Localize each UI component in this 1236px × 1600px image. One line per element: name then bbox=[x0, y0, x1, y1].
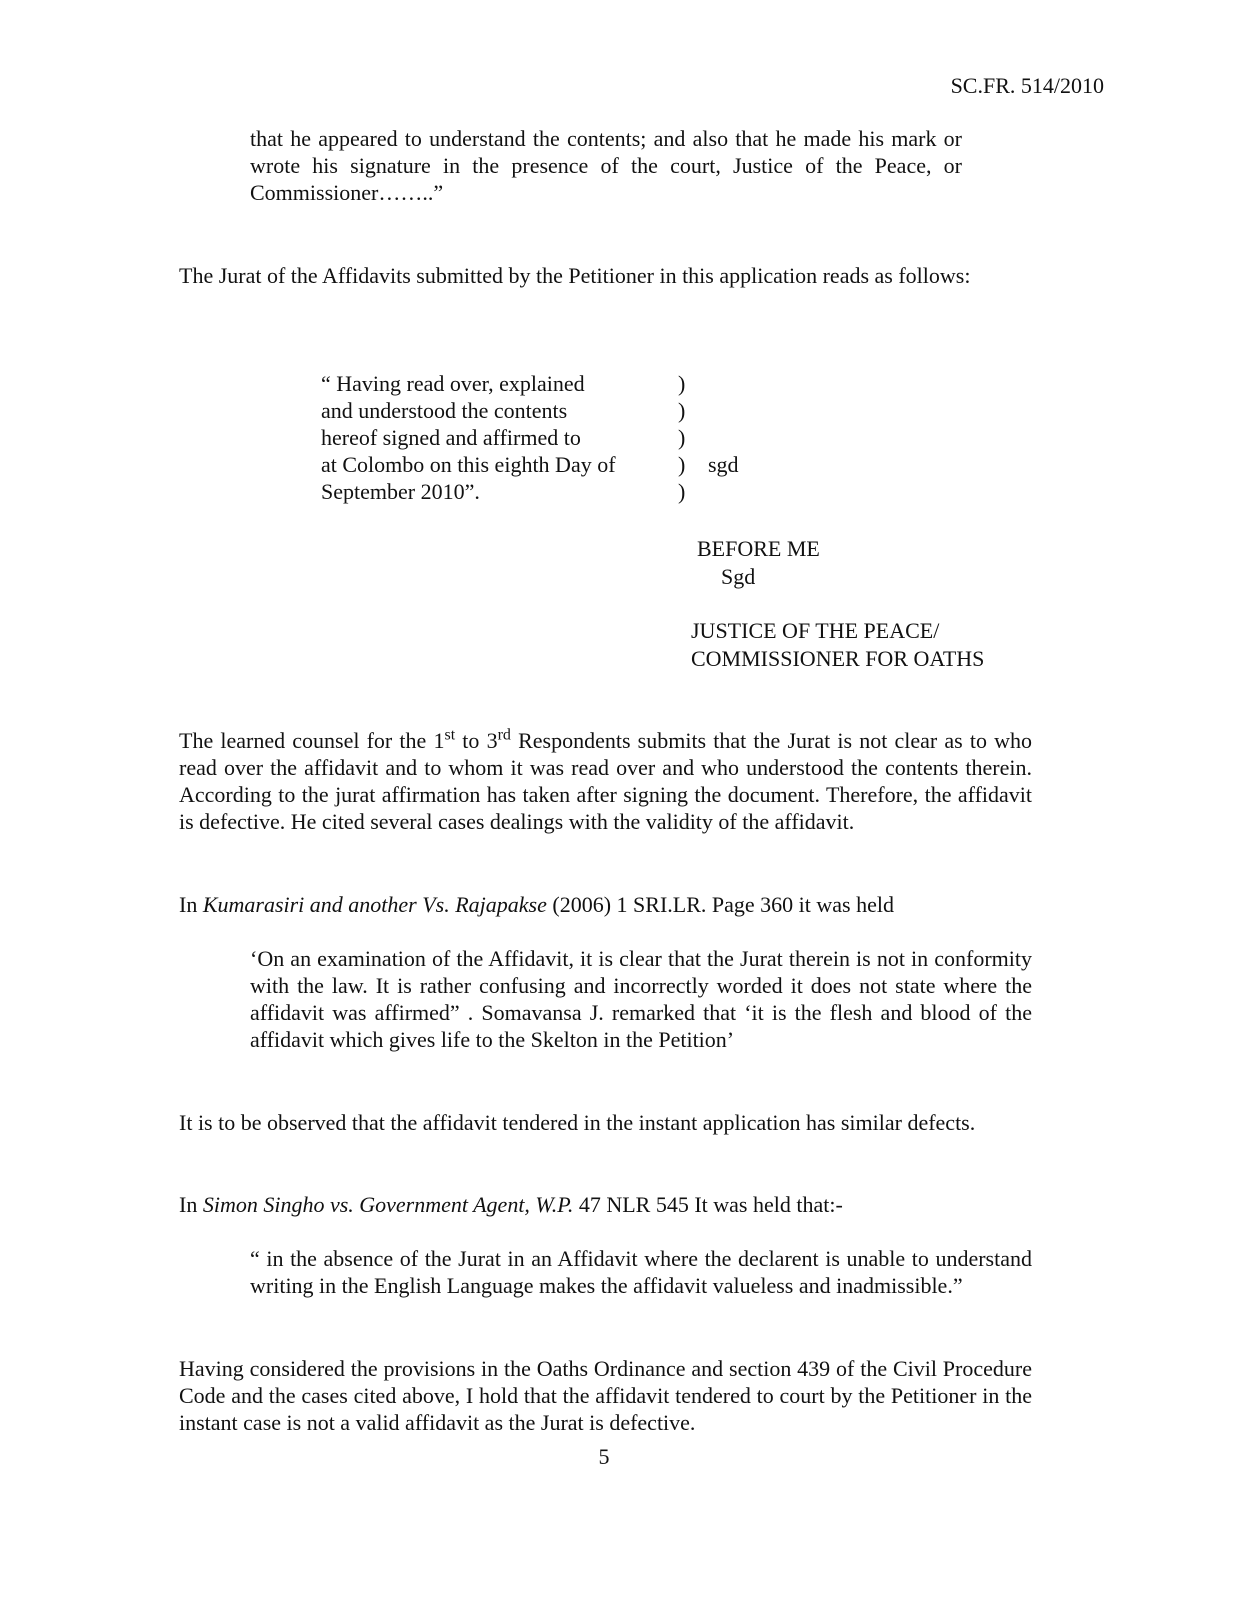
case-name: Simon Singho vs. Government Agent, W.P. bbox=[202, 1192, 574, 1217]
case-quote-kumarasiri: ‘On an examination of the Affidavit, it is clear that the Jurat therein is not in conformity with the law. It is rather confusing and incorrectly worded it does not state where the affidavit was affirmed” . Somavansa J. remarked that ‘it is the flesh and blood of the affidavit which gives life to the Skelton in the Petition’ bbox=[250, 946, 1032, 1052]
before-me: BEFORE ME bbox=[697, 536, 820, 561]
deponent-signature: sgd bbox=[708, 452, 739, 477]
counsel-paragraph: The learned counsel for the 1st to 3rd Respondents submits that the Jurat is not clear as to who read over the affidavit and to whom it was read over and who understood the contents therein. According to the jurat affirmation has taken after signing the document. Therefore, the affidavit is defective. He cited several cases dealings with the validity of the affidavit. bbox=[179, 726, 1033, 834]
officer-title-1: JUSTICE OF THE PEACE/ bbox=[691, 618, 940, 643]
jurat-line: at Colombo on this eighth Day of ) sgd bbox=[321, 452, 739, 477]
intro-paragraph: The Jurat of the Affidavits submitted by the Petitioner in this application reads as follows: bbox=[179, 263, 971, 288]
jurat-block bbox=[321, 370, 781, 505]
jurat-line: September 2010”. ) bbox=[321, 479, 686, 504]
quote-continuation: that he appeared to understand the contents; and also that he made his mark or wrote his signature in the presence of the court, Justice of the Peace, or Commissioner……..” bbox=[250, 126, 962, 205]
case-number: SC.FR. 514/2010 bbox=[950, 73, 1104, 98]
case-name: Kumarasiri and another Vs. Rajapakse bbox=[202, 892, 547, 917]
before-me-signature: Sgd bbox=[721, 564, 756, 589]
case-citation-simon-singho: In Simon Singho vs. Government Agent, W.P. 47 NLR 545 It was held that:- bbox=[179, 1192, 843, 1217]
case-quote-simon-singho: “ in the absence of the Jurat in an Affidavit where the declarent is unable to understand writing in the English Language makes the affidavit valueless and inadmissible.” bbox=[250, 1246, 1032, 1298]
page-number: 5 bbox=[598, 1444, 610, 1469]
observation-paragraph: It is to be observed that the affidavit tendered in the instant application has similar defects. bbox=[179, 1110, 976, 1135]
case-citation-kumarasiri: In Kumarasiri and another Vs. Rajapakse (2006) 1 SRI.LR. Page 360 it was held bbox=[179, 892, 894, 917]
jurat-line: hereof signed and affirmed to ) bbox=[321, 425, 686, 450]
jurat-line: “ Having read over, explained ) bbox=[321, 371, 686, 396]
conclusion-paragraph: Having considered the provisions in the Oaths Ordinance and section 439 of the Civil Procedure Code and the cases cited above, I hold that the affidavit tendered to court by the Petitioner in the instant case is not a valid affidavit as the Jurat is defective. bbox=[179, 1356, 1032, 1435]
jurat-line: and understood the contents ) bbox=[321, 398, 686, 423]
officer-title-2: COMMISSIONER FOR OATHS bbox=[691, 646, 985, 671]
